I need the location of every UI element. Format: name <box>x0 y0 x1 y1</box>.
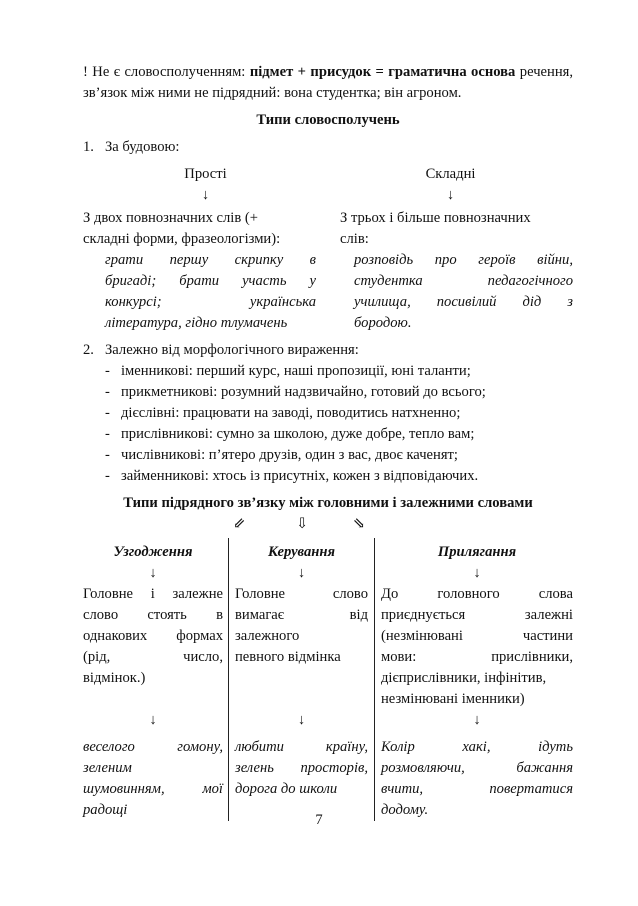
section2-list <box>83 361 573 487</box>
complex-label: Складні <box>425 166 476 182</box>
example-line: зелень просторів, <box>235 760 368 776</box>
arrow-down-icon: ↓ <box>473 565 481 581</box>
column-title: Узгодження <box>113 544 193 560</box>
desc-line: однакових формах <box>83 628 223 644</box>
section2-title-row <box>83 340 573 361</box>
section2-title: Залежно від морфологічного вираження: <box>105 342 359 358</box>
example-line: радощі <box>83 802 128 818</box>
desc-line: слово стоять в <box>83 607 223 623</box>
column-title: Керування <box>267 544 336 560</box>
example-line: веселого гомону, <box>83 739 223 755</box>
simple-example-line: конкурсі; українська <box>105 294 316 310</box>
desc-line: дієприслівники, інфінітив, <box>381 670 547 686</box>
desc-line: певного відмінка <box>235 649 341 665</box>
page-number: 7 <box>315 812 323 828</box>
simple-example-line: бригаді; брати участь у <box>105 273 316 289</box>
arrow-down-icon: ⇩ <box>296 516 309 532</box>
arrow-down-icon: ↓ <box>297 565 306 581</box>
intro-part1: Не є словосполученням: <box>92 64 250 80</box>
complex-desc-line: З трьох і більше повнозначних <box>340 210 531 226</box>
list-item: - прислівникові: сумно за школою, дуже добре, тепло вам; <box>105 426 475 442</box>
desc-line: незмінювані іменники) <box>381 691 525 707</box>
example-line: зеленим <box>83 760 132 776</box>
arrow-down-left-icon: ⇙ <box>233 516 246 532</box>
list-item: - прикметникові: розумний надзвичайно, готовий до всього; <box>105 384 486 400</box>
subordinate-table <box>83 538 573 821</box>
section1-number: 1. <box>83 139 94 155</box>
column-agreement <box>83 538 229 821</box>
section2-number: 2. <box>83 342 94 358</box>
subordinate-heading: Типи підрядного зв’язку між головними і залежними словами <box>123 495 533 511</box>
desc-line: (незмінювані частини <box>381 628 573 644</box>
types-heading: Типи словосполучень <box>256 112 400 128</box>
complex-example-line: училища, посивілий дід з <box>354 294 573 310</box>
list-item: - числівникові: п’ятеро друзів, один з вас, двоє каченят; <box>105 447 458 463</box>
complex-arrow-icon: ↓ <box>446 187 455 203</box>
arrow-down-icon: ↓ <box>473 712 481 728</box>
arrow-down-icon: ↓ <box>149 712 157 728</box>
desc-line: приєднується залежні <box>381 607 573 623</box>
complex-desc-line: слів: <box>340 231 369 247</box>
section1-columns <box>83 208 573 334</box>
list-item: - займенникові: хтось із присутніх, кожен з відповідаючих. <box>105 468 479 484</box>
examples <box>83 737 223 821</box>
simple-example-line: література, гідно тлумачень <box>105 315 288 331</box>
column-adjacency <box>375 538 573 821</box>
section1-labels <box>83 164 573 185</box>
section1-title-row <box>83 137 573 158</box>
simple-examples <box>83 250 316 334</box>
arrow-down-icon: ↓ <box>149 565 157 581</box>
complex-example-line: студентка педагогічного <box>354 273 573 289</box>
arrow-down-right-icon: ⇘ <box>353 516 366 532</box>
intro-part2: речення, зв’язок між ними не підрядний: вона студентка; він агроном. <box>83 64 573 101</box>
simple-label: Прості <box>184 166 227 182</box>
simple-desc-line: складні форми, фразеологізми): <box>83 231 281 247</box>
column-title: Прилягання <box>437 544 517 560</box>
desc-line: Головне і залежне <box>83 586 223 602</box>
simple-arrow-icon: ↓ <box>201 187 210 203</box>
desc-line: мови: прислівники, <box>381 649 573 665</box>
list-item: - іменникові: перший курс, наші пропозиції, юні таланти; <box>105 363 471 379</box>
simple-example-line: грати першу скрипку в <box>105 252 316 268</box>
complex-column <box>328 208 573 334</box>
desc-line: вимагає від <box>235 607 368 623</box>
desc-line: відмінок.) <box>83 670 146 686</box>
example-line: шумовинням, мої <box>83 781 223 797</box>
complex-example-line: розповідь про героїв війни, <box>354 252 573 268</box>
complex-examples <box>340 250 573 334</box>
simple-column <box>83 208 328 334</box>
desc-line: залежного <box>235 628 300 644</box>
page-content <box>83 62 573 821</box>
example-line: вчити, повертатися <box>381 781 573 797</box>
simple-desc-line: З двох повнозначних слів (+ <box>83 210 258 226</box>
desc-line: До головного слова <box>381 586 573 602</box>
intro-mark: ! <box>83 64 93 80</box>
intro-bold: підмет + присудок = граматична основа <box>249 64 516 80</box>
example-line: Колір хакі, ідуть <box>381 739 573 755</box>
complex-example-line: бородою. <box>354 315 412 331</box>
example-line: додому. <box>381 802 429 818</box>
section1-title: За будовою: <box>105 139 180 155</box>
example-line: розмовляючи, бажання <box>381 760 573 776</box>
examples <box>381 737 573 821</box>
desc-line: (рід, число, <box>83 649 223 665</box>
examples <box>235 737 368 800</box>
intro-paragraph <box>83 62 573 104</box>
top-arrows <box>83 514 573 536</box>
example-line: дорога до школи <box>235 781 338 797</box>
section1-arrows <box>83 185 573 206</box>
example-line: любити країну, <box>235 739 368 755</box>
column-government <box>229 538 375 821</box>
list-item: - дієслівні: працювати на заводі, поводитись натхненно; <box>105 405 461 421</box>
arrow-down-icon: ↓ <box>297 712 306 728</box>
desc-line: Головне слово <box>235 586 368 602</box>
